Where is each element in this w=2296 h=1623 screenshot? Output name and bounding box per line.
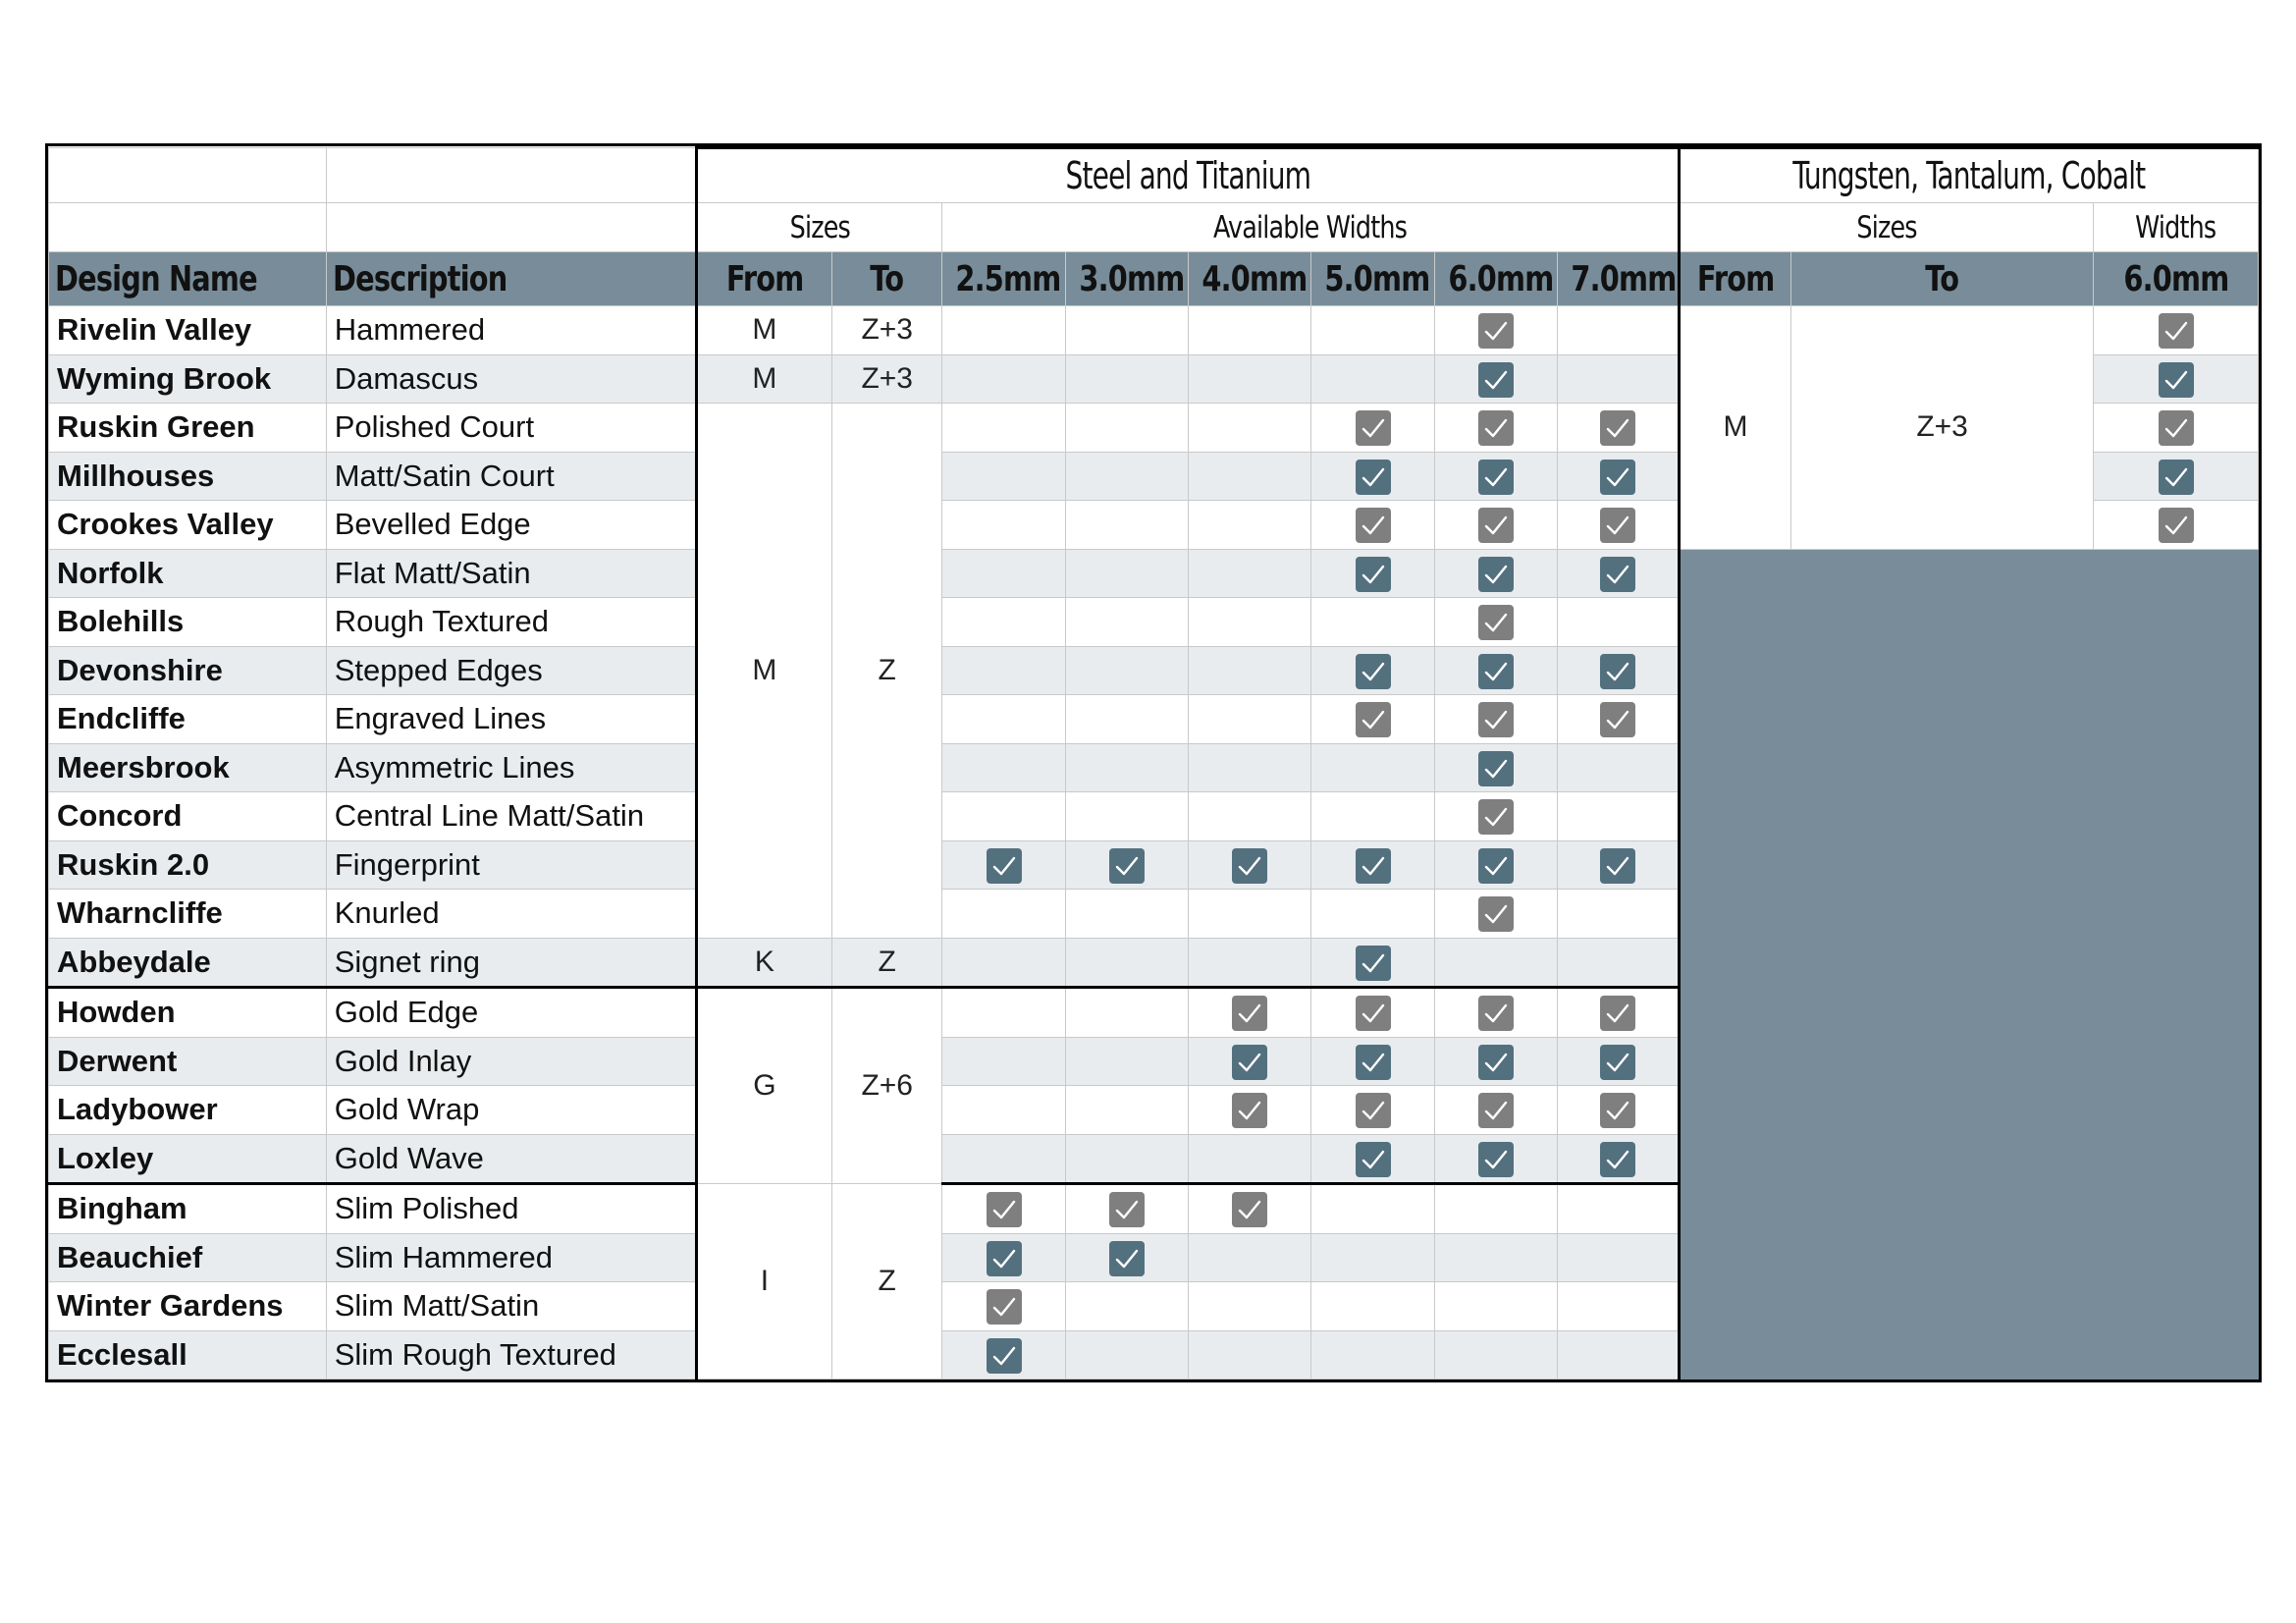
checkmark-icon — [1478, 508, 1514, 543]
width-check-cell — [1434, 354, 1557, 404]
width-check-cell — [1558, 695, 1680, 744]
design-name: Rivelin Valley — [49, 306, 327, 355]
checkmark-icon — [1109, 1241, 1145, 1276]
width-check-cell — [1311, 988, 1434, 1038]
width-check-cell — [1434, 695, 1557, 744]
width-check-cell — [1558, 1233, 1680, 1282]
width-check-cell — [1189, 938, 1311, 988]
checkmark-icon — [1478, 1093, 1514, 1128]
size-value: Z — [832, 1184, 942, 1380]
width-check-cell — [1065, 404, 1188, 453]
design-name: Ecclesall — [49, 1330, 327, 1380]
width-check-cell — [1189, 1282, 1311, 1331]
checkmark-icon — [1478, 557, 1514, 592]
checkmark-icon — [1478, 799, 1514, 835]
design-description: Engraved Lines — [326, 695, 696, 744]
width-check-cell — [1189, 549, 1311, 598]
checkmark-icon — [1356, 460, 1391, 495]
width-check-cell — [1434, 792, 1557, 841]
design-description: Central Line Matt/Satin — [326, 792, 696, 841]
checkmark-icon — [1600, 702, 1635, 737]
design-name: Howden — [49, 988, 327, 1038]
design-description: Slim Matt/Satin — [326, 1282, 696, 1331]
checkmark-icon — [987, 848, 1022, 884]
design-name: Bolehills — [49, 598, 327, 647]
checkmark-icon — [1356, 557, 1391, 592]
checkmark-icon — [1600, 410, 1635, 446]
width-check-cell — [942, 452, 1065, 501]
width-check-cell — [1558, 598, 1680, 647]
width-check-cell — [1434, 1282, 1557, 1331]
checkmark-icon — [1600, 460, 1635, 495]
width-check-cell — [1434, 598, 1557, 647]
col-width-3-0: 3.0mm — [1079, 258, 1185, 299]
width-check-cell — [1434, 938, 1557, 988]
tungsten-band-title: Tungsten, Tantalum, Cobalt — [1792, 154, 2146, 197]
design-name: Bingham — [49, 1184, 327, 1234]
width-check-cell — [1065, 988, 1188, 1038]
width-check-cell — [1311, 1134, 1434, 1184]
checkmark-icon — [1109, 848, 1145, 884]
width-check-cell — [1065, 792, 1188, 841]
width-check-cell — [1189, 1037, 1311, 1086]
width-check-cell — [1558, 988, 1680, 1038]
width-check-cell — [942, 1086, 1065, 1135]
width-check-cell — [1065, 938, 1188, 988]
checkmark-icon — [1478, 654, 1514, 689]
width-check-cell — [1434, 988, 1557, 1038]
width-check-cell — [1065, 1330, 1188, 1380]
size-value: M — [1680, 306, 1790, 550]
checkmark-icon — [1600, 654, 1635, 689]
design-description: Rough Textured — [326, 598, 696, 647]
width-check-cell — [1558, 792, 1680, 841]
column-header-row — [49, 252, 2259, 306]
checkmark-icon — [1478, 313, 1514, 349]
width-check-cell — [1065, 1184, 1188, 1234]
design-name: Ruskin Green — [49, 404, 327, 453]
design-name: Norfolk — [49, 549, 327, 598]
width-check-cell — [1189, 646, 1311, 695]
checkmark-icon — [1356, 654, 1391, 689]
checkmark-icon — [1356, 848, 1391, 884]
checkmark-icon — [1600, 508, 1635, 543]
width-check-cell — [942, 501, 1065, 550]
table-row — [49, 988, 2259, 1038]
width-check-cell — [1311, 1037, 1434, 1086]
width-check-cell — [1311, 695, 1434, 744]
design-name: Beauchief — [49, 1233, 327, 1282]
checkmark-icon — [1478, 996, 1514, 1031]
col-width-6-0: 6.0mm — [1448, 258, 1554, 299]
width-check-cell — [942, 306, 1065, 355]
checkmark-icon — [987, 1338, 1022, 1374]
checkmark-icon — [1478, 848, 1514, 884]
width-check-cell — [1434, 1184, 1557, 1234]
design-name: Endcliffe — [49, 695, 327, 744]
checkmark-icon — [1356, 508, 1391, 543]
width-check-cell — [942, 890, 1065, 939]
width-check-cell — [1558, 452, 1680, 501]
width-check-cell — [1189, 501, 1311, 550]
design-name: Devonshire — [49, 646, 327, 695]
design-description: Slim Hammered — [326, 1233, 696, 1282]
width-check-cell — [1311, 938, 1434, 988]
col-tungsten-to: To — [1925, 258, 1959, 299]
width-check-cell — [942, 1233, 1065, 1282]
width-check-cell — [1065, 1086, 1188, 1135]
col-design-name: Design Name — [55, 258, 257, 299]
steel-band-title: Steel and Titanium — [1065, 154, 1310, 197]
width-check-cell — [1434, 1330, 1557, 1380]
width-check-cell — [1065, 1282, 1188, 1331]
size-value: I — [696, 1184, 831, 1380]
width-check-cell — [1558, 1184, 1680, 1234]
checkmark-icon — [1600, 557, 1635, 592]
checkmark-icon — [2159, 362, 2194, 398]
col-tungsten-width-6-0: 6.0mm — [2123, 258, 2229, 299]
width-check-cell — [1065, 890, 1188, 939]
tungsten-check-cell — [2094, 404, 2259, 453]
width-check-cell — [1434, 890, 1557, 939]
width-check-cell — [1558, 306, 1680, 355]
width-check-cell — [1558, 840, 1680, 890]
tungsten-check-cell — [2094, 354, 2259, 404]
size-value: Z+3 — [832, 354, 942, 404]
width-check-cell — [942, 695, 1065, 744]
width-check-cell — [942, 840, 1065, 890]
width-check-cell — [1189, 695, 1311, 744]
design-description: Flat Matt/Satin — [326, 549, 696, 598]
design-name: Wyming Brook — [49, 354, 327, 404]
checkmark-icon — [1478, 460, 1514, 495]
checkmark-icon — [1356, 946, 1391, 981]
width-check-cell — [1065, 695, 1188, 744]
width-check-cell — [1558, 1330, 1680, 1380]
width-check-cell — [1558, 1086, 1680, 1135]
checkmark-icon — [1356, 1093, 1391, 1128]
width-check-cell — [1558, 1037, 1680, 1086]
width-check-cell — [1311, 890, 1434, 939]
width-check-cell — [1558, 1282, 1680, 1331]
checkmark-icon — [1356, 1142, 1391, 1177]
width-check-cell — [1311, 501, 1434, 550]
width-check-cell — [1434, 452, 1557, 501]
width-check-cell — [1065, 354, 1188, 404]
design-name: Meersbrook — [49, 743, 327, 792]
design-name: Winter Gardens — [49, 1282, 327, 1331]
design-description: Gold Wrap — [326, 1086, 696, 1135]
checkmark-icon — [987, 1241, 1022, 1276]
design-description: Gold Edge — [326, 988, 696, 1038]
width-check-cell — [1311, 1233, 1434, 1282]
table-body — [49, 306, 2259, 1380]
design-availability-table — [48, 146, 2259, 1380]
width-check-cell — [1065, 549, 1188, 598]
size-value: Z — [832, 404, 942, 939]
width-check-cell — [1189, 452, 1311, 501]
design-name: Wharncliffe — [49, 890, 327, 939]
design-name: Crookes Valley — [49, 501, 327, 550]
checkmark-icon — [2159, 460, 2194, 495]
col-from: From — [725, 258, 804, 299]
checkmark-icon — [1232, 848, 1267, 884]
width-check-cell — [1434, 1037, 1557, 1086]
sub-header-row — [49, 203, 2259, 252]
width-check-cell — [1434, 306, 1557, 355]
col-width-5-0: 5.0mm — [1324, 258, 1430, 299]
checkmark-icon — [2159, 508, 2194, 543]
width-check-cell — [1311, 452, 1434, 501]
design-name: Ruskin 2.0 — [49, 840, 327, 890]
checkmark-icon — [1356, 410, 1391, 446]
design-description: Matt/Satin Court — [326, 452, 696, 501]
checkmark-icon — [1600, 848, 1635, 884]
checkmark-icon — [987, 1192, 1022, 1227]
checkmark-icon — [1478, 1045, 1514, 1080]
width-check-cell — [1558, 646, 1680, 695]
width-check-cell — [1189, 1330, 1311, 1380]
table-row — [49, 306, 2259, 355]
width-check-cell — [1558, 938, 1680, 988]
steel-sizes-label: Sizes — [789, 209, 850, 245]
width-check-cell — [1434, 501, 1557, 550]
design-name: Millhouses — [49, 452, 327, 501]
width-check-cell — [1558, 501, 1680, 550]
width-check-cell — [1065, 646, 1188, 695]
checkmark-icon — [1232, 996, 1267, 1031]
checkmark-icon — [1600, 1093, 1635, 1128]
width-check-cell — [1558, 549, 1680, 598]
width-check-cell — [1065, 743, 1188, 792]
checkmark-icon — [987, 1289, 1022, 1325]
width-check-cell — [1065, 840, 1188, 890]
width-check-cell — [1311, 1184, 1434, 1234]
design-description: Gold Wave — [326, 1134, 696, 1184]
width-check-cell — [1311, 792, 1434, 841]
col-tungsten-from: From — [1696, 258, 1775, 299]
width-check-cell — [1558, 1134, 1680, 1184]
design-description: Signet ring — [326, 938, 696, 988]
design-name: Loxley — [49, 1134, 327, 1184]
col-to: To — [870, 258, 904, 299]
width-check-cell — [1311, 840, 1434, 890]
size-value: G — [696, 988, 831, 1184]
size-value: M — [696, 354, 831, 404]
size-value: Z — [832, 938, 942, 988]
width-check-cell — [1189, 840, 1311, 890]
width-check-cell — [1189, 1086, 1311, 1135]
design-name: Derwent — [49, 1037, 327, 1086]
width-check-cell — [1311, 404, 1434, 453]
checkmark-icon — [2159, 410, 2194, 446]
col-description: Description — [332, 258, 507, 299]
tungsten-check-cell — [2094, 306, 2259, 355]
col-width-2-5: 2.5mm — [955, 258, 1061, 299]
width-check-cell — [1311, 1086, 1434, 1135]
design-name: Ladybower — [49, 1086, 327, 1135]
tungsten-check-cell — [2094, 452, 2259, 501]
width-check-cell — [1558, 354, 1680, 404]
width-check-cell — [942, 549, 1065, 598]
checkmark-icon — [1600, 1045, 1635, 1080]
design-description: Fingerprint — [326, 840, 696, 890]
width-check-cell — [942, 354, 1065, 404]
checkmark-icon — [1478, 605, 1514, 640]
design-description: Slim Polished — [326, 1184, 696, 1234]
not-available-block — [1680, 549, 2259, 988]
checkmark-icon — [1356, 996, 1391, 1031]
design-name: Abbeydale — [49, 938, 327, 988]
checkmark-icon — [1478, 896, 1514, 932]
width-check-cell — [1311, 743, 1434, 792]
checkmark-icon — [1478, 410, 1514, 446]
width-check-cell — [1189, 743, 1311, 792]
design-description: Hammered — [326, 306, 696, 355]
size-value: Z+3 — [832, 306, 942, 355]
width-check-cell — [1311, 354, 1434, 404]
width-check-cell — [1434, 646, 1557, 695]
design-description: Asymmetric Lines — [326, 743, 696, 792]
checkmark-icon — [1356, 1045, 1391, 1080]
width-check-cell — [942, 646, 1065, 695]
width-check-cell — [1065, 306, 1188, 355]
checkmark-icon — [1232, 1093, 1267, 1128]
checkmark-icon — [1478, 362, 1514, 398]
size-value: Z+6 — [832, 988, 942, 1184]
width-check-cell — [1189, 354, 1311, 404]
width-check-cell — [942, 598, 1065, 647]
checkmark-icon — [1478, 1142, 1514, 1177]
width-check-cell — [1189, 598, 1311, 647]
width-check-cell — [1189, 890, 1311, 939]
width-check-cell — [942, 1037, 1065, 1086]
width-check-cell — [1065, 452, 1188, 501]
width-check-cell — [1189, 306, 1311, 355]
width-check-cell — [1558, 890, 1680, 939]
design-description: Gold Inlay — [326, 1037, 696, 1086]
design-description: Stepped Edges — [326, 646, 696, 695]
checkmark-icon — [1478, 751, 1514, 786]
width-check-cell — [1065, 1233, 1188, 1282]
width-check-cell — [1189, 404, 1311, 453]
width-check-cell — [942, 1330, 1065, 1380]
width-check-cell — [1189, 1184, 1311, 1234]
size-value: K — [696, 938, 831, 988]
tungsten-widths-label: Widths — [2135, 209, 2216, 245]
width-check-cell — [1311, 646, 1434, 695]
steel-widths-label: Available Widths — [1213, 209, 1408, 245]
design-name: Concord — [49, 792, 327, 841]
width-check-cell — [1189, 988, 1311, 1038]
width-check-cell — [1434, 743, 1557, 792]
width-check-cell — [1434, 840, 1557, 890]
width-check-cell — [1434, 549, 1557, 598]
width-check-cell — [1311, 549, 1434, 598]
width-check-cell — [1434, 404, 1557, 453]
checkmark-icon — [2159, 313, 2194, 349]
table-row — [49, 1184, 2259, 1234]
not-available-block — [1680, 988, 2259, 1184]
width-check-cell — [942, 938, 1065, 988]
width-check-cell — [1065, 1037, 1188, 1086]
width-check-cell — [1189, 1134, 1311, 1184]
design-description: Bevelled Edge — [326, 501, 696, 550]
width-check-cell — [1189, 792, 1311, 841]
width-check-cell — [1065, 1134, 1188, 1184]
not-available-block — [1680, 1184, 2259, 1380]
design-description: Knurled — [326, 890, 696, 939]
band-header-row — [49, 148, 2259, 203]
width-check-cell — [1189, 1233, 1311, 1282]
width-check-cell — [1434, 1086, 1557, 1135]
table-row — [49, 549, 2259, 598]
width-check-cell — [1311, 598, 1434, 647]
width-check-cell — [942, 1282, 1065, 1331]
width-check-cell — [1065, 501, 1188, 550]
checkmark-icon — [1600, 1142, 1635, 1177]
width-check-cell — [1434, 1134, 1557, 1184]
checkmark-icon — [1232, 1192, 1267, 1227]
width-check-cell — [1311, 1330, 1434, 1380]
width-check-cell — [1311, 1282, 1434, 1331]
width-check-cell — [942, 1134, 1065, 1184]
width-check-cell — [1558, 404, 1680, 453]
size-value: Z+3 — [1790, 306, 2094, 550]
width-check-cell — [942, 743, 1065, 792]
checkmark-icon — [1356, 702, 1391, 737]
width-check-cell — [942, 792, 1065, 841]
design-description: Slim Rough Textured — [326, 1330, 696, 1380]
checkmark-icon — [1600, 996, 1635, 1031]
width-check-cell — [1065, 598, 1188, 647]
width-check-cell — [942, 404, 1065, 453]
checkmark-icon — [1478, 702, 1514, 737]
tungsten-sizes-label: Sizes — [1856, 209, 1918, 245]
width-check-cell — [942, 1184, 1065, 1234]
width-check-cell — [1434, 1233, 1557, 1282]
tungsten-check-cell — [2094, 501, 2259, 550]
width-check-cell — [942, 988, 1065, 1038]
checkmark-icon — [1232, 1045, 1267, 1080]
checkmark-icon — [1109, 1192, 1145, 1227]
size-value: M — [696, 404, 831, 939]
size-value: M — [696, 306, 831, 355]
design-description: Polished Court — [326, 404, 696, 453]
width-check-cell — [1558, 743, 1680, 792]
col-width-4-0: 4.0mm — [1201, 258, 1308, 299]
design-description: Damascus — [326, 354, 696, 404]
col-width-7-0: 7.0mm — [1571, 258, 1677, 299]
width-check-cell — [1311, 306, 1434, 355]
